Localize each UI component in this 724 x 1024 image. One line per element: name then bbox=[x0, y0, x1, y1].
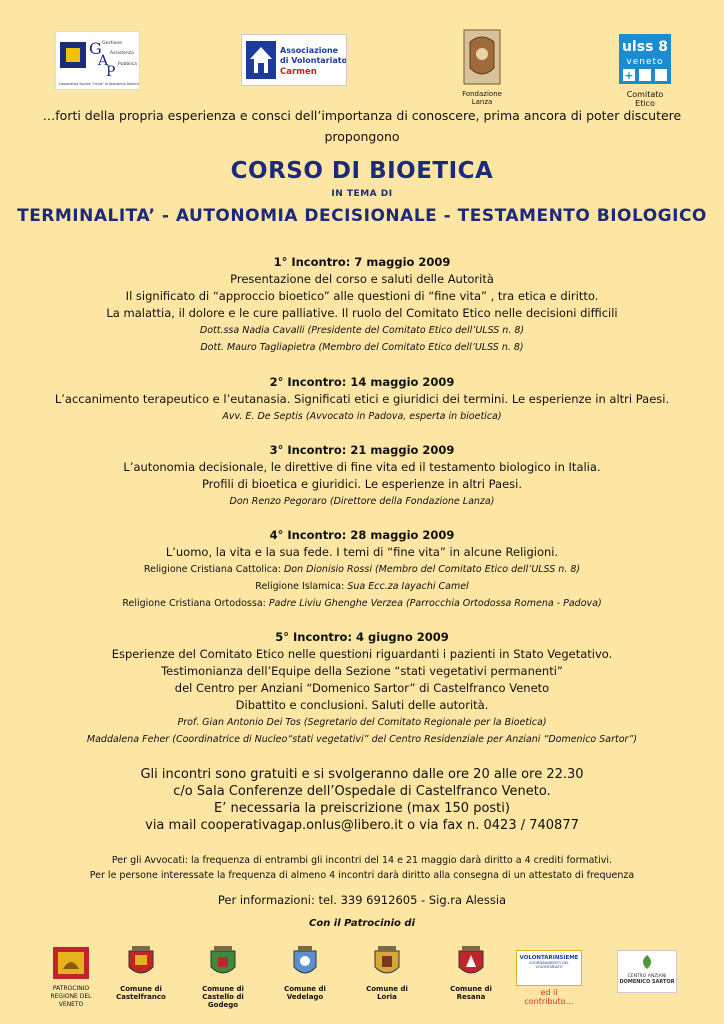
meeting-1-line: Il significato di “approccio bioetico” alle questioni di “fine vita” , tra etica e diritto. bbox=[125, 289, 599, 303]
gap-logo-mark bbox=[56, 32, 139, 89]
contribution-label: ed il contributo… bbox=[524, 988, 574, 1006]
patron-loria bbox=[362, 945, 412, 1001]
gap-letter-p: P bbox=[106, 64, 116, 80]
meeting-1-line: La malattia, il dolore e le cure palliative. Il ruolo del Comitato Etico nelle decisioni difficili bbox=[106, 306, 618, 320]
patron-castelfranco bbox=[112, 945, 170, 1001]
religion-catholic bbox=[0, 561, 724, 578]
note-lawyers: Per gli Avvocati: la frequenza di entrambi gli incontri del 14 e 21 maggio darà diritto a 4 crediti formativi. bbox=[111, 855, 613, 866]
meeting-1 bbox=[0, 254, 724, 356]
religion-catholic-speaker: Don Dionisio Rossi (Membro del Comitato Etico dell’ULSS n. 8) bbox=[283, 564, 581, 575]
course-topic: TERMINALITA’ - AUTONOMIA DECISIONALE - TESTAMENTO BIOLOGICO bbox=[17, 206, 707, 226]
patron-caption-1: Comune di bbox=[366, 985, 408, 993]
meeting-5-line: del Centro per Anziani “Domenico Sartor” di Castelfranco Veneto bbox=[174, 681, 550, 695]
patron-caption-1: PATROCINIO bbox=[52, 985, 90, 992]
info-line: via mail cooperativagap.onlus@libero.it o via fax n. 0423 / 740877 bbox=[145, 818, 579, 833]
meeting-4-line: L’uomo, la vita e la sua fede. I temi di “fine vita” in alcune Religioni. bbox=[165, 545, 559, 559]
meeting-3 bbox=[0, 442, 724, 510]
meeting-1-speaker: Dott. Mauro Tagliapietra (Membro del Comitato Etico dell’ULSS n. 8) bbox=[200, 342, 524, 353]
meeting-5-line: Esperienze del Comitato Etico nelle questioni riguardanti i pazienti in Stato Vegetativo. bbox=[111, 647, 613, 661]
notes-block bbox=[0, 853, 724, 883]
patron-regione-veneto bbox=[38, 945, 104, 1009]
patron-caption-1: Comune di bbox=[120, 985, 162, 993]
info-line: E’ necessaria la preiscrizione (max 150 posti) bbox=[214, 801, 510, 816]
castelfranco-crest-icon bbox=[124, 945, 158, 981]
resana-crest-icon bbox=[454, 945, 488, 981]
patron-caption-1: Comune di bbox=[284, 985, 326, 993]
assoc-line-1: Associazione bbox=[280, 46, 339, 55]
meeting-3-speaker: Don Renzo Pegoraro (Direttore della Fondazione Lanza) bbox=[229, 496, 495, 507]
gap-line-1: Gestione bbox=[102, 41, 122, 46]
patron-castello-di-godego bbox=[186, 945, 260, 1009]
info-line: Gli incontri sono gratuiti e si svolgeranno dalle ore 20 alle ore 22.30 bbox=[140, 767, 584, 782]
patron-caption-2: Vedelago bbox=[286, 993, 324, 1001]
meeting-3-line: L’autonomia decisionale, le direttive di fine vita ed il testamento biologico in Italia. bbox=[123, 460, 601, 474]
meeting-1-speaker: Dott.ssa Nadia Cavalli (Presidente del Comitato Etico dell’ULSS n. 8) bbox=[199, 325, 525, 336]
religion-catholic-label: Religione Cristiana Cattolica: bbox=[143, 564, 284, 575]
info-block bbox=[0, 766, 724, 834]
religion-islamic-label: Religione Islamica: bbox=[255, 581, 348, 592]
patron-caption-2: Resana bbox=[456, 993, 486, 1001]
patron-caption-1: Comune di bbox=[450, 985, 492, 993]
gap-caption: Cooperativa Sociale "Onlus" di Assistenza Domiciliare bbox=[59, 82, 139, 86]
meeting-1-line: Presentazione del corso e saluti delle Autorità bbox=[230, 272, 494, 286]
info-line: c/o Sala Conferenze dell’Ospedale di Castelfranco Veneto. bbox=[173, 784, 551, 799]
meeting-5-line: Dibattito e conclusioni. Saluti delle autorità. bbox=[235, 698, 489, 712]
meeting-2-line: L’accanimento terapeutico e l’eutanasia. Significati etici e giuridici dei termini. Le esperienze in altri Paesi. bbox=[54, 392, 670, 406]
course-subtitle: IN TEMA DI bbox=[331, 189, 393, 199]
meeting-5-line: Testimonianza dell’Equipe della Sezione “stati vegetativi permanenti” bbox=[161, 664, 563, 678]
volontarinsieme-sub: COORDINAMENTO DEL VOLONTARIATO bbox=[529, 961, 569, 969]
patron-vedelago bbox=[280, 945, 330, 1001]
meeting-5 bbox=[0, 629, 724, 748]
loria-crest-icon bbox=[370, 945, 404, 981]
lanza-caption: Fondazione Lanza bbox=[462, 90, 502, 106]
course-title: CORSO DI BIOETICA bbox=[230, 158, 494, 184]
ulss-caption: Comitato Etico bbox=[626, 90, 664, 108]
associazione-mark bbox=[242, 35, 346, 85]
religion-orthodox-speaker: Padre Liviu Ghenghe Verzea (Parrocchia Ortodossa Romena - Padova) bbox=[268, 598, 602, 609]
meeting-5-speaker: Maddalena Feher (Coordinatrice di Nucleo“stati vegetativi” del Centro Residenziale per Anziani “Domenico Sartor”) bbox=[86, 734, 638, 745]
gap-letter-g: G bbox=[89, 39, 102, 58]
ulss8-mark bbox=[617, 34, 673, 86]
meeting-5-heading: 5° Incontro: 4 giugno 2009 bbox=[275, 630, 449, 644]
religion-orthodox-label: Religione Cristiana Ortodossa: bbox=[122, 598, 269, 609]
ulss8-logo bbox=[617, 34, 673, 108]
patron-caption-2: Loria bbox=[377, 993, 397, 1001]
associazione-logo bbox=[241, 34, 347, 86]
sartor-box bbox=[617, 950, 677, 993]
fondazione-lanza-logo bbox=[452, 28, 512, 106]
contact-info: Per informazioni: tel. 339 6912605 - Sig.ra Alessia bbox=[217, 893, 507, 907]
patron-caption-1: Comune di bbox=[202, 985, 244, 993]
castello-godego-crest-icon bbox=[206, 945, 240, 981]
religion-orthodox bbox=[0, 595, 724, 612]
note-attendance: Per le persone interessate la frequenza di almeno 4 incontri darà diritto alla consegna di un attestato di frequenza bbox=[89, 870, 635, 881]
leaf-icon bbox=[637, 954, 657, 970]
volontarinsieme-name: VOLONTARINSIEME bbox=[519, 955, 579, 961]
volontarinsieme-box bbox=[516, 950, 582, 986]
gap-logo bbox=[55, 31, 140, 90]
volontarinsieme-logo bbox=[516, 950, 582, 1006]
intro-line-2: propongono bbox=[324, 129, 400, 144]
svg-text:+: + bbox=[624, 69, 634, 82]
meeting-4-heading: 4° Incontro: 28 maggio 2009 bbox=[269, 528, 455, 542]
assoc-line-3: Carmen bbox=[280, 67, 317, 77]
patron-caption-2: Castello di Godego bbox=[202, 993, 244, 1009]
intro-line-1: …forti della propria esperienza e consci dell’importanza di conoscere, prima ancora di poter discutere bbox=[42, 108, 682, 123]
meeting-3-heading: 3° Incontro: 21 maggio 2009 bbox=[269, 443, 455, 457]
meeting-5-speaker: Prof. Gian Antonio Dei Tos (Segretario del Comitato Regionale per la Bioetica) bbox=[177, 717, 547, 728]
religion-islamic bbox=[0, 578, 724, 595]
meeting-2 bbox=[0, 374, 724, 425]
centro-anziani-sartor-logo bbox=[617, 950, 677, 993]
religion-islamic-speaker: Sua Ecc.za Iayachi Camel bbox=[347, 581, 469, 592]
ulss-region: veneto bbox=[626, 57, 664, 67]
lion-of-venice-icon bbox=[51, 945, 91, 981]
gap-line-2: Assistenza bbox=[110, 51, 134, 56]
patron-caption-2: REGIONE DEL VENETO bbox=[50, 993, 92, 1008]
gap-letter-a: A bbox=[98, 53, 109, 69]
gap-line-3: Pubblica bbox=[118, 62, 137, 67]
meeting-3-line: Profili di bioetica e giuridici. Le esperienze in altri Paesi. bbox=[201, 477, 523, 491]
sartor-line-1: CENTRO ANZIANI bbox=[627, 974, 667, 979]
meeting-4 bbox=[0, 527, 724, 612]
meeting-1-heading: 1° Incontro: 7 maggio 2009 bbox=[273, 255, 451, 269]
assoc-line-2: di Volontariato bbox=[280, 56, 346, 65]
patronage-heading: Con il Patrocinio di bbox=[308, 918, 415, 929]
patron-resana bbox=[446, 945, 496, 1001]
lanza-crest-icon bbox=[452, 28, 512, 86]
patron-caption-2: Castelfranco bbox=[116, 993, 166, 1001]
meeting-2-speaker: Avv. E. De Septis (Avvocato in Padova, esperta in bioetica) bbox=[222, 411, 502, 422]
meeting-2-heading: 2° Incontro: 14 maggio 2009 bbox=[269, 375, 455, 389]
vedelago-crest-icon bbox=[290, 945, 320, 981]
ulss-name: ulss 8 bbox=[621, 39, 669, 55]
sartor-line-2: DOMENICO SARTOR bbox=[619, 979, 675, 985]
